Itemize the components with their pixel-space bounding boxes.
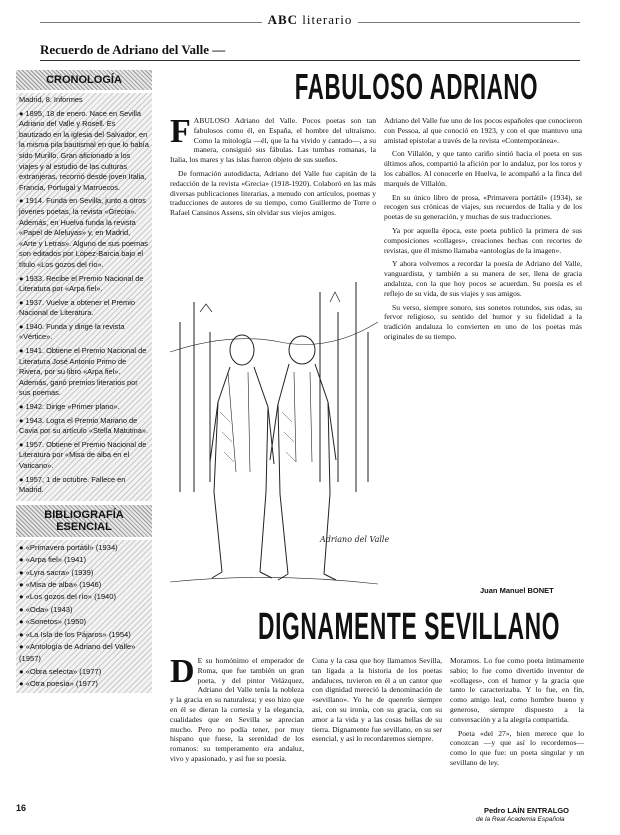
chronology-entry: ● 1942. Dirige «Primer plano». [19,402,120,412]
bibliography-entry: ● «Oda» (1943) [19,604,73,614]
illustration-sketch [170,232,390,602]
bibliography-entry: ● «Misa de alba» (1946) [19,580,102,589]
article1-author: Juan Manuel BONET [480,586,554,595]
article1-col2-paragraph: Adriano del Valle fue uno de los pocos españoles que conocieron con Pessoa, al que conoció en 1923, y con el que mantuvo una amistad epistolar a través de la revista «Contemporánea». [384,116,582,145]
masthead [0,12,620,28]
bibliography-entry: ● «Antología de Adriano del Valle» (1957) [19,642,136,664]
article1-dropcap: F [170,113,191,150]
article1-column-1 [170,113,376,222]
article2-col4: Poeta «del 27», bien merece que lo conozcan —y que así lo recordemos— como lo que fue: un poeta singular y un sevillano de ley. [450,728,584,767]
article2-column-3 [450,656,584,772]
chronology-entry: Madrid, 8. Informes [19,95,83,104]
chronology-entry: ● 1957. Obtiene el Premio Nacional de Literatura por «Misa de alba en el Vaticano». [19,439,147,470]
chronology-entry: ● 1933. Recibe el Premio Nacional de Literatura por «Arpa fiel». [19,273,144,294]
bibliography-list [16,540,152,693]
bibliography-heading: BIBLIOGRAFÍA ESENCIAL [16,505,152,537]
chronology-entry: ● 1941. Obtiene el Premio Nacional de Literatura José Antonio Primo de Rivera, por su libro «Arpa fiel». Además, ganó premios literarios por sus poemas. [19,346,147,398]
page-number: 16 [16,803,27,813]
chronology-entry: ● 1940. Funda y dirige la revista «Vértice». [19,321,125,342]
article1-col2-paragraph: En su único libro de prosa, «Primavera portátil» (1934), se recogen sus crónicas de viajes, sus recuerdos de Italia y de los poetas de su generación, y muchas de sus traducciones. [384,192,582,222]
article2-dropcap: D [170,653,195,690]
article1-col2-paragraph: Y ahora volvemos a recordar la poesía de Adriano del Valle, vanguardista, y también a su manera de ser, llena de gracia andaluza, con la que hoy pocos se acuerdan. Su poesía es el reflejo de su vida, de sus viajes y sus amigos. [384,259,582,298]
article1-col2-paragraph: Con Villalón, y que tanto cariño sintió hacia el poeta en sus últimos años, compartió la afición por lo andaluz, por los toros y los caballos. Al conocerle en Huelva, le acompañó a la finca del marqués de Villalón. [384,149,582,188]
sidebar [16,70,152,790]
article1-col1-p1: ABULOSO Adriano del Valle. Pocos poetas son tan fabulosos como él, en España, el hombre del ultraísmo. Como la mitología —él, que la ha vivido y cantado—, a su manera, consiguió sus fábulas. Las tumbas romanas, la Italia, los mares y las islas fueron objeto de sus sueños. [170,116,376,165]
masthead-brand: ABC [267,12,299,27]
chronology-list [16,93,152,501]
kicker-title: Recuerdo de Adriano del Valle — [40,42,226,57]
illustration-caption: Adriano del Valle [320,535,390,544]
chronology-entry: ● 1914. Funda en Sevilla, junto a otros jóvenes poetas, la revista «Grecia». Además, en Huelva funda la revista «Papel de Aleluyas» y, en Madrid, «Arte y Letras». Alguno de sus poemas son editados por López-Barcia bajo el título «Los gozos del río». [19,196,149,269]
chronology-entry: ● 1957, 1 de octubre. Fallece en Madrid. [19,474,126,495]
bibliography-entry: ● «Arpa fiel» (1941) [19,555,87,565]
article1-col2-paragraph: Su verso, siempre sonoro, sus sonetos rotundos, sus odas, su fervor religioso, su sentido del humor y su fidelidad a la tradición andaluza lo convierten en uno de los poetas más originales de su tiempo. [384,302,582,341]
chronology-entry: ● 1937. Vuelve a obtener el Premio Nacional de Literatura. [19,297,135,318]
bibliography-entry: ● «Primavera portátil» (1934) [19,542,118,552]
article2-author: Pedro LAÍN ENTRALGO [484,806,570,815]
article1-col2-paragraph: Ya por aquella época, este poeta publicó la primera de sus composiciones «collages», creaciones hechas con recortes de revistas, que él mismo llamaba «antologías de la imagen». [384,225,582,255]
bibliography-entry: ● «La Isla de los Pájaros» (1954) [19,629,131,639]
article2-col3: Moramos. Lo fue como poeta íntimamente sabio; lo fue como divertido inventor de «collages», con el humor y la gracia que tanto le caracterizaba. Y lo fue, en fin, como amigo leal, como hombre bueno y generoso, siempre dispuesto a la conversación y a la alegría compartida. [450,656,584,724]
article1-col1-p2: De formación autodidacta, Adriano del Valle fue capitán de la redacción de la revista «Grecia» (1918-1920). Colaboró en las más diversas publicaciones literarias, a menudo con artículos, poemas y traducciones de autores de su tiempo, como Guillermo de Torre o Rafael Cansinos Assens, sin olvidar sus viejos amigos. [170,168,376,218]
article2-col2: Cuna y la casa que hoy llamamos Sevilla, tan ligada a la historia de los poetas andaluces, tuvieron en él a un cantor que con dignidad mereció la denominación de «sevillano». Yo he de quererlo siempre así, con su ironía, con su gracia, con su amor a la vida y a las cosas bellas de su tierra. Dignamente fue sevillano, en su ser esencial, y así lo recordaremos siempre. [312,656,442,744]
article1-column-2 [384,116,582,346]
article2-author-title: de la Real Academia Española [476,816,565,823]
bibliography-entry: ● «Lyra sacra» (1939) [19,567,94,577]
chronology-entry: ● 1895, 18 de enero. Nace en Sevilla Adriano del Valle y Rosell. Es bautizado en la iglesia del Salvador, en la misma pila bautismal en que lo había sido Murillo. Gran aficionado a los viajes y al estudio de las culturas extranjeras, recorrió desde joven Italia, Francia, Portugal y Marruecos. [19,108,149,192]
bibliography-entry: ● «Los gozos del río» (1940) [19,592,117,602]
bibliography-entry: ● «Obra selecta» (1977) [19,666,102,676]
chronology-heading: CRONOLOGÍA [16,70,152,90]
bibliography-entry: ● «Otra poesía» (1977) [19,679,98,689]
article2-column-1 [170,653,304,768]
masthead-section: literario [302,12,353,27]
article2-title: DIGNAMENTE SEVILLANO [258,606,561,648]
article2-column-2 [312,656,442,748]
article1-title: FABULOSO ADRIANO [294,66,539,107]
article2-col1: E su homónimo el emperador de Roma, que fue también un gran poeta, y del pintor Velázquez, Adriano del Valle tenía la nobleza y la gracia en su naturaleza; y eso hizo que en él se dieran la cortesía y la elegancia, cualidades que en Sevilla se aprecian mucho. Pero no podía tener, por muy hispano que fuese, la serenidad de los romanos: su temperamento era andaluz, vivo y apasionado, y así fue su poesía. [170,656,304,763]
kicker-rule [40,60,580,61]
bibliography-entry: ● «Sonetos» (1950) [19,617,87,627]
chronology-entry: ● 1943. Logra el Premio Mariano de Cavia por su artículo «Stella Matutina». [19,415,148,436]
